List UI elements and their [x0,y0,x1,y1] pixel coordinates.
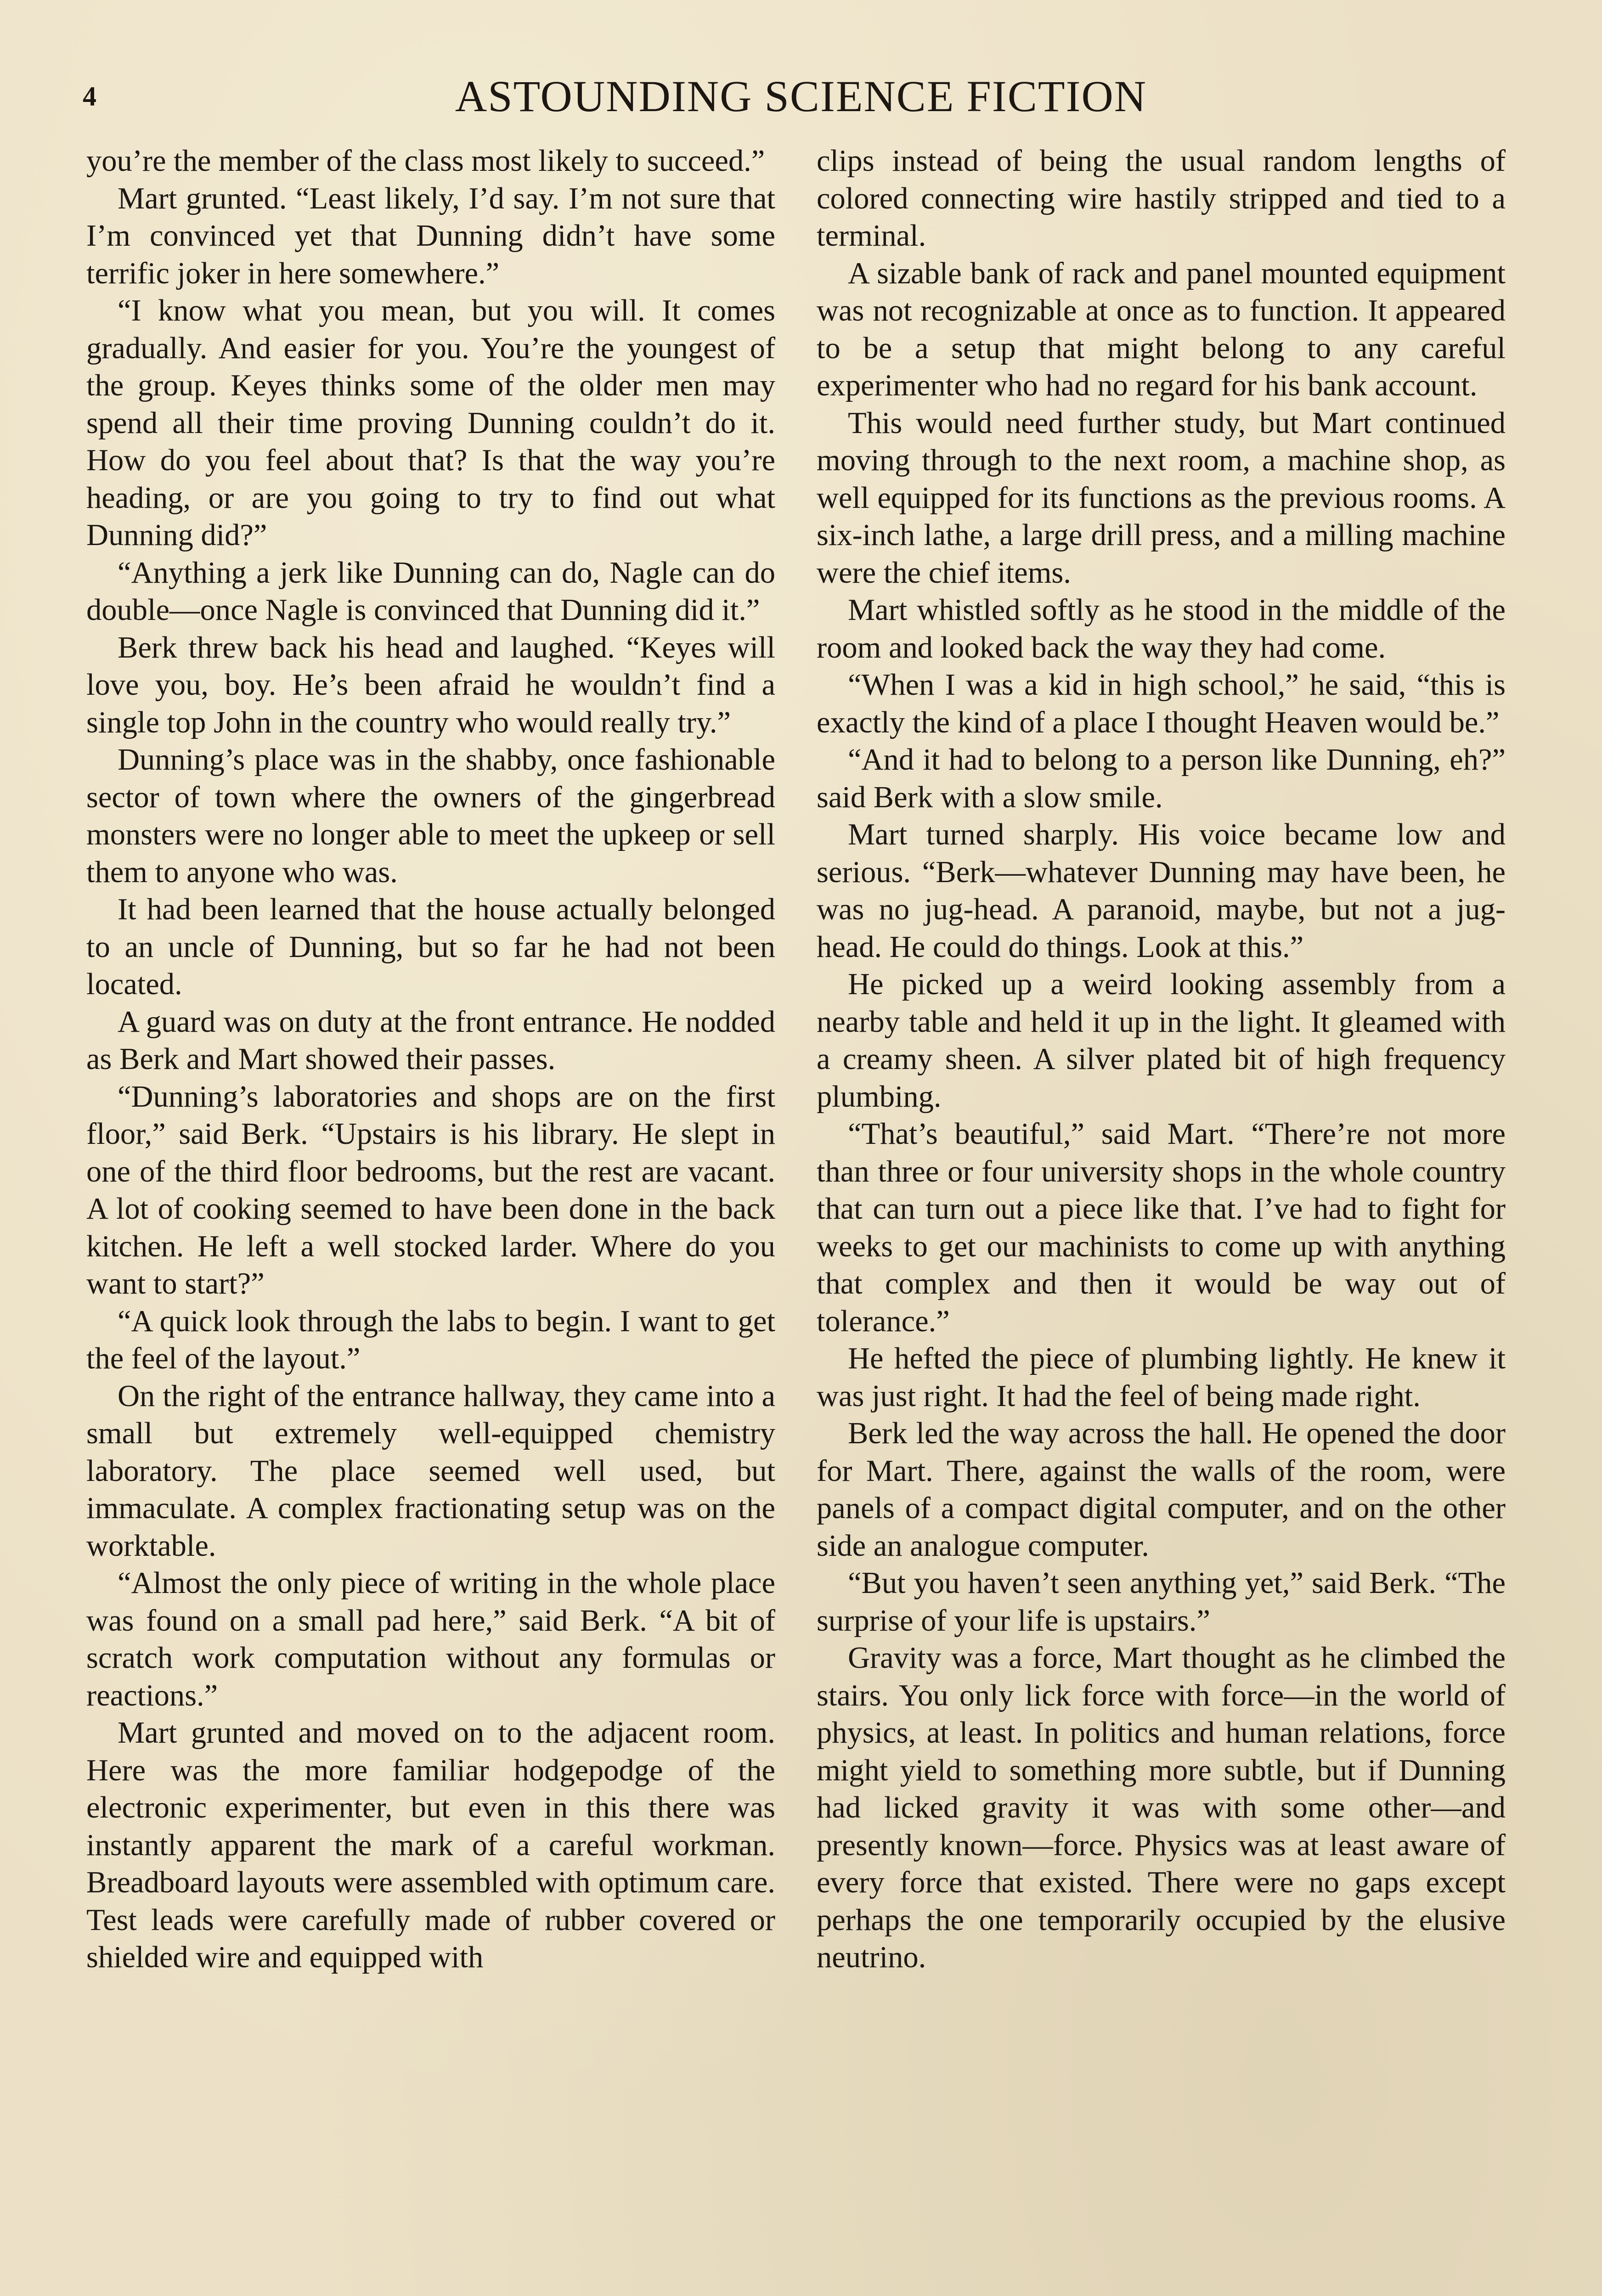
right-column-paragraph: “And it had to belong to a person like Dunning, eh?” said Berk with a slow smile. [817,743,1506,814]
left-column-paragraph: you’re the member of the class most likely to succeed.” [86,144,765,178]
right-column-paragraph: “But you haven’t seen anything yet,” said Berk. “The surprise of your life is upstairs.” [817,1566,1506,1638]
left-column-paragraph: “Dunning’s laboratories and shops are on the first floor,” said Berk. “Upstairs is his library. He slept in one of the third floor bedrooms, but the rest are vacant. A lot of cooking seemed to have been done in the back kitchen. He left a well stocked larder. Where do you want to start?” [86,1080,775,1300]
left-column-paragraph: A guard was on duty at the front entrance. He nodded as Berk and Mart showed their passes. [86,1005,775,1076]
right-column-paragraph: clips instead of being the usual random lengths of colored connecting wire hastily stripped and tied to a terminal. [817,144,1506,253]
page-header [0,64,1602,133]
right-column-paragraph: Gravity was a force, Mart thought as he climbed the stairs. You only lick force with force—in the world of physics, at least. In politics and human relations, force might yield to something more subtle, but if Dunning had licked gravity it was with some other—and presently known—force. Physics was at least aware of every force that existed. There were no gaps except perhaps the one temporarily occupied by the elusive neutrino. [817,1641,1506,1974]
left-column-paragraph: “A quick look through the labs to begin. I want to get the feel of the layout.” [86,1304,775,1375]
left-column-paragraph: Berk threw back his head and laughed. “Keyes will love you, boy. He’s been afraid he wouldn’t find a single top John in the country who would really try.” [86,630,775,739]
page-number: 4 [83,81,96,112]
left-column-paragraph: On the right of the entrance hallway, they came into a small but extremely well-equipped chemistry laboratory. The place seemed well used, but immaculate. A complex fractionating setup was on the worktable. [86,1379,775,1563]
right-column-paragraph: Mart whistled softly as he stood in the middle of the room and looked back the way they had come. [817,593,1506,664]
left-column-paragraph: Mart grunted and moved on to the adjacent room. Here was the more familiar hodgepodge of the electronic experimenter, but even in this there was instantly apparent the mark of a careful workman. Breadboard layouts were assembled with optimum care. Test leads were carefully made of rubber covered or shielded wire and equipped with [86,1716,775,1974]
left-column-paragraph: Dunning’s place was in the shabby, once fashionable sector of town where the owners of the gingerbread monsters were no longer able to meet the upkeep or sell them to anyone who was. [86,743,775,889]
right-column-paragraph: “That’s beautiful,” said Mart. “There’re not more than three or four university shops in the whole country that can turn out a piece like that. I’ve had to fight for weeks to get our machinists to come up with anything that complex and then it would be way out of tolerance.” [817,1117,1506,1338]
right-column-paragraph: He hefted the piece of plumbing lightly. He knew it was just right. It had the feel of being made right. [817,1342,1506,1413]
left-column-paragraph: “I know what you mean, but you will. It comes gradually. And easier for you. You’re the youngest of the group. Keyes thinks some of the older men may spend all their time proving Dunning couldn’t do it. How do you feel about that? Is that the way you’re heading, or are you going to try to find out what Dunning did?” [86,294,775,552]
left-column-paragraph: “Almost the only piece of writing in the whole place was found on a small pad here,” said Berk. “A bit of scratch work computation without any formulas or reactions.” [86,1566,775,1712]
right-column-paragraph: This would need further study, but Mart continued moving through to the next room, a machine shop, as well equipped for its functions as the previous rooms. A six-inch lathe, a large drill press, and a milling machine were the chief items. [817,406,1506,590]
left-column [86,142,775,1976]
left-column-paragraph: It had been learned that the house actually belonged to an uncle of Dunning, but so far he had not been located. [86,893,775,1001]
left-column-paragraph: Mart grunted. “Least likely, I’d say. I’m not sure that I’m convinced yet that Dunning didn’t have some terrific joker in here somewhere.” [86,181,775,290]
running-head: ASTOUNDING SCIENCE FICTION [455,72,1147,121]
right-column [817,142,1506,1976]
right-column-paragraph: Berk led the way across the hall. He opened the door for Mart. There, against the walls of the room, were panels of a compact digital computer, and on the other side an analogue computer. [817,1417,1506,1563]
right-column-paragraph: He picked up a weird looking assembly from a nearby table and held it up in the light. It gleamed with a creamy sheen. A silver plated bit of high frequency plumbing. [817,968,1506,1114]
right-column-paragraph: Mart turned sharply. His voice became low and serious. “Berk—whatever Dunning may have been, he was no jug-head. A paranoid, maybe, but not a jug-head. He could do things. Look at this.” [817,818,1506,964]
left-column-paragraph: “Anything a jerk like Dunning can do, Nagle can do double—once Nagle is convinced that Dunning did it.” [86,556,775,627]
right-column-paragraph: “When I was a kid in high school,” he said, “this is exactly the kind of a place I thought Heaven would be.” [817,668,1506,739]
right-column-paragraph: A sizable bank of rack and panel mounted equipment was not recognizable at once as to function. It appeared to be a setup that might belong to any careful experimenter who had no regard for his bank account. [817,256,1506,402]
